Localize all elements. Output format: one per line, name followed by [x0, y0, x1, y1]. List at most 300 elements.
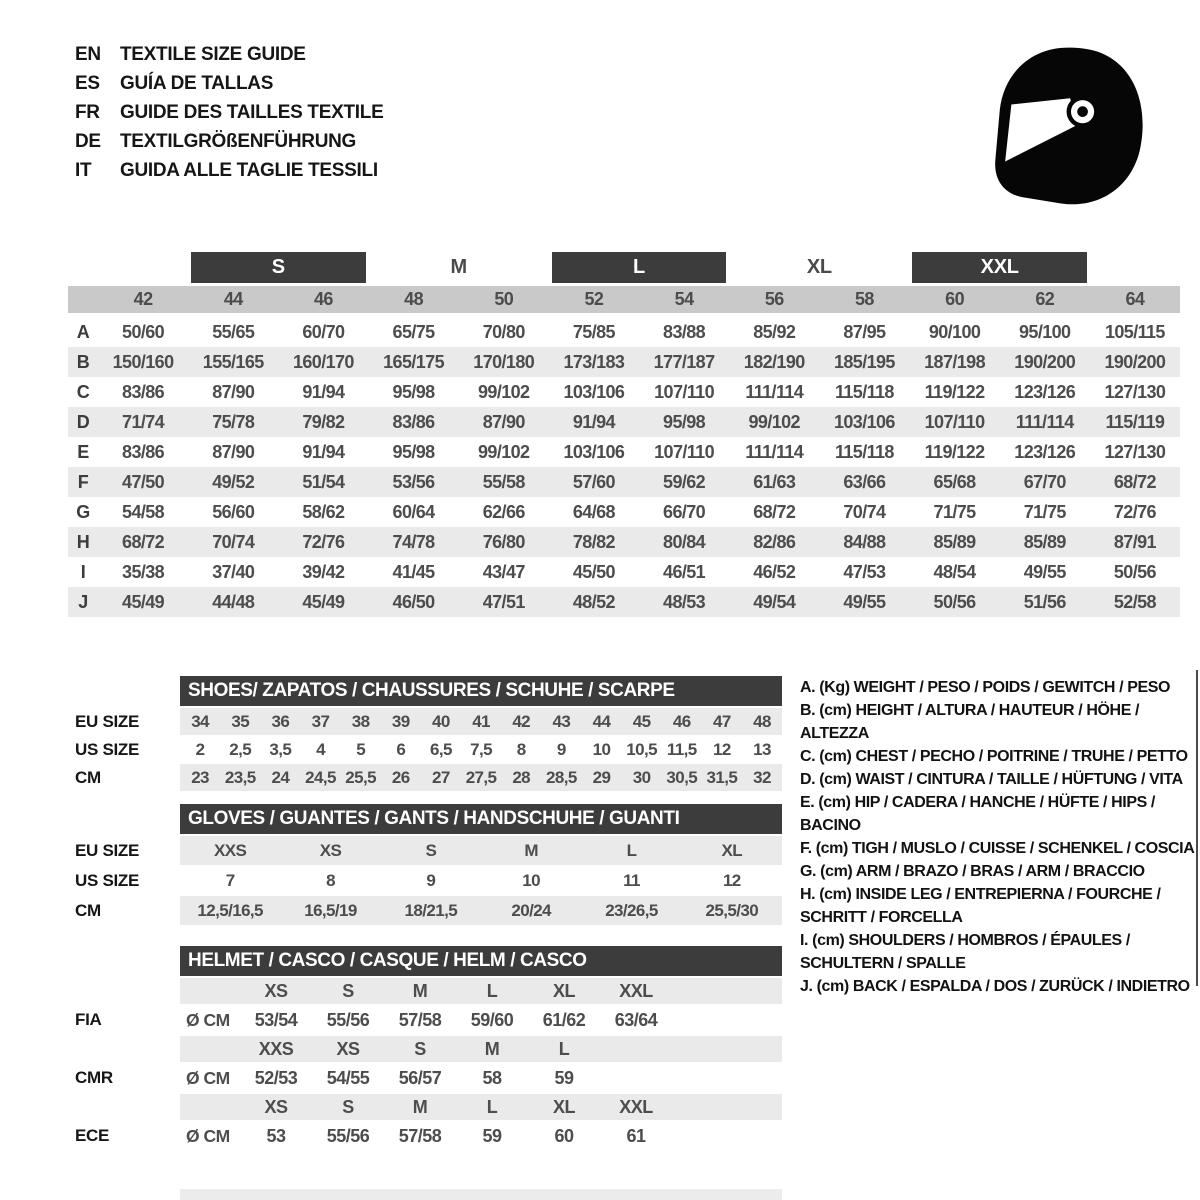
- size-cell: M: [524, 840, 538, 860]
- size-cell: 79/82: [302, 411, 345, 432]
- legend-item: A. (Kg) WEIGHT / PESO / POIDS / GEWITCH / PESO: [800, 679, 1171, 696]
- size-cell: 50/60: [122, 321, 165, 342]
- size-cell: 59: [554, 1067, 574, 1088]
- size-cell: 56/60: [212, 501, 255, 522]
- size-cell: 115/118: [834, 381, 894, 402]
- legend-item: G. (cm) ARM / BRAZO / BRAS / ARM / BRACCIO: [800, 863, 1145, 880]
- size-cell: 119/122: [924, 381, 985, 402]
- size-header: S: [342, 1096, 354, 1117]
- size-cell: 63/66: [843, 471, 886, 492]
- size-cell: 34: [191, 711, 209, 731]
- size-cell: 187/198: [924, 351, 985, 372]
- size-cell: 31,5: [706, 767, 738, 787]
- size-cell: 57/58: [398, 1125, 442, 1146]
- size-band-m: M: [450, 256, 467, 278]
- size-row-i: [68, 557, 1180, 587]
- helmet-size-table: [75, 946, 782, 1152]
- size-cell: 12: [713, 739, 731, 759]
- size-cell: 82/86: [753, 531, 796, 552]
- row-letter: G: [76, 501, 90, 522]
- shoes-row-us-size: [75, 736, 782, 763]
- helmet-table-header: HELMET / CASCO / CASQUE / HELM / CASCO: [180, 946, 782, 976]
- size-cell: 123/126: [1014, 381, 1076, 402]
- size-cell: 91/94: [302, 381, 345, 402]
- size-cell: 90/100: [928, 321, 981, 342]
- row-letter: A: [76, 321, 90, 342]
- size-cell: 47/51: [482, 591, 525, 612]
- size-cell: 43/47: [482, 561, 525, 582]
- guide-title: GUIDE DES TAILLES TEXTILE: [120, 102, 384, 123]
- size-cell: 63/64: [614, 1009, 658, 1030]
- size-cell: 53/54: [254, 1009, 298, 1030]
- size-cell: 42: [512, 711, 531, 731]
- size-row-d: [68, 407, 1180, 437]
- size-cell: 107/110: [654, 441, 714, 462]
- size-cell: XS: [319, 840, 342, 860]
- size-header: XS: [264, 1096, 288, 1117]
- size-cell: 49/54: [753, 591, 796, 612]
- size-cell: 71/74: [122, 411, 165, 432]
- size-cell: 68/72: [122, 531, 165, 552]
- size-cell: 39: [391, 711, 410, 731]
- size-cell: 27: [432, 767, 450, 787]
- legend-item: C. (cm) CHEST / PECHO / POITRINE / TRUHE / PETTO: [800, 748, 1188, 765]
- diameter-unit-label: Ø CM: [186, 1009, 230, 1030]
- size-cell: 155/165: [202, 351, 264, 372]
- size-header: L: [486, 980, 498, 1001]
- size-cell: 16,5/19: [304, 900, 357, 920]
- shoes-size-table: [75, 676, 782, 792]
- gloves-row-us-size: [75, 866, 782, 895]
- size-cell: 2: [195, 739, 205, 759]
- size-cell: 5: [356, 739, 366, 759]
- size-cell: 95/98: [663, 411, 706, 432]
- size-cell: 127/130: [1104, 441, 1166, 462]
- size-band-s: S: [191, 252, 365, 283]
- size-cell: 30: [632, 767, 651, 787]
- size-cell: 87/90: [482, 411, 525, 432]
- size-cell: 70/74: [212, 531, 255, 552]
- size-cell: 190/200: [1104, 351, 1166, 372]
- size-cell: 37: [311, 711, 330, 731]
- size-cell: 59/60: [470, 1009, 514, 1030]
- size-cell: XXS: [214, 840, 247, 860]
- size-cell: 85/89: [1023, 531, 1066, 552]
- row-letter: I: [80, 561, 86, 582]
- shoes-cells: [180, 764, 782, 791]
- size-cell: 26: [391, 767, 410, 787]
- size-cell: 10: [522, 870, 540, 890]
- size-cell: 7: [225, 870, 235, 890]
- row-label: [75, 1036, 180, 1062]
- size-cell: 23,5: [224, 767, 256, 787]
- size-cell: 99/102: [748, 411, 800, 432]
- size-cell: 49/55: [1023, 561, 1066, 582]
- size-cell: 20/24: [511, 900, 551, 920]
- size-cell: L: [626, 840, 637, 860]
- size-cell: 39/42: [302, 561, 345, 582]
- size-cell: 103/106: [833, 411, 895, 432]
- size-cell: 58/62: [302, 501, 345, 522]
- size-cell: 48/52: [572, 591, 615, 612]
- size-cell: 111/114: [745, 441, 804, 462]
- size-cell: 61/62: [542, 1009, 586, 1030]
- size-row-b: [68, 347, 1180, 377]
- size-cell: 115/119: [1105, 411, 1165, 432]
- unit-spacer: [180, 1036, 240, 1062]
- row-label: [75, 1094, 180, 1120]
- size-cell: 52/58: [1113, 591, 1156, 612]
- size-cell: 59: [482, 1125, 502, 1146]
- column-header: 50: [494, 289, 514, 309]
- legend-item: J. (cm) BACK / ESPALDA / DOS / ZURÜCK / INDIETRO: [800, 978, 1190, 995]
- diameter-unit-label: Ø CM: [186, 1067, 230, 1088]
- size-cell: 29: [592, 767, 611, 787]
- size-cell: 40: [432, 711, 450, 731]
- size-cell: 95/100: [1019, 321, 1071, 342]
- size-row-e: [68, 437, 1180, 467]
- size-cell: 2,5: [229, 739, 252, 759]
- size-cell: 99/102: [478, 441, 530, 462]
- size-cell: 9: [556, 739, 566, 759]
- size-cell: 75/85: [572, 321, 615, 342]
- size-cell: 57/58: [398, 1009, 442, 1030]
- size-header: S: [414, 1038, 426, 1059]
- column-header: 64: [1125, 289, 1145, 309]
- size-cell: 46/50: [392, 591, 435, 612]
- size-cell: 185/195: [833, 351, 895, 372]
- size-cell: 41: [472, 711, 490, 731]
- size-cell: 190/200: [1014, 351, 1076, 372]
- language-code: FR: [75, 102, 100, 123]
- size-cell: 177/187: [653, 351, 715, 372]
- size-cell: 66/70: [663, 501, 706, 522]
- row-label: EU SIZE: [75, 711, 140, 731]
- size-cell: 8: [326, 870, 335, 890]
- size-cell: 50/56: [1113, 561, 1156, 582]
- row-letter: F: [77, 471, 89, 492]
- size-header: XS: [264, 980, 288, 1001]
- size-cell: 44/48: [212, 591, 255, 612]
- size-cell: 75/78: [212, 411, 255, 432]
- size-cell: 58: [482, 1067, 502, 1088]
- size-cell: 47/53: [843, 561, 886, 582]
- size-header: L: [558, 1038, 570, 1059]
- standard-label: ECE: [75, 1126, 110, 1145]
- size-cell: 18/21,5: [404, 900, 458, 920]
- row-label: EU SIZE: [75, 840, 140, 860]
- size-header: L: [486, 1096, 498, 1117]
- size-cell: 56/57: [398, 1067, 442, 1088]
- size-cell: 71/75: [1023, 501, 1066, 522]
- size-cell: 43: [552, 711, 571, 731]
- size-cell: 45/49: [302, 591, 345, 612]
- column-header: 56: [764, 289, 784, 309]
- size-cell: 103/106: [563, 441, 625, 462]
- size-cell: 55/65: [212, 321, 255, 342]
- gloves-table-header: GLOVES / GUANTES / GANTS / HANDSCHUHE / GUANTI: [180, 804, 782, 834]
- size-cell: 84/88: [843, 531, 886, 552]
- size-band-l: L: [552, 252, 726, 283]
- size-header: XL: [552, 980, 575, 1001]
- size-cell: 28,5: [545, 767, 577, 787]
- size-cell: 53: [266, 1125, 286, 1146]
- size-cell: 91/94: [302, 441, 345, 462]
- gloves-row-eu-size: [75, 836, 782, 865]
- size-row-f: [68, 467, 1180, 497]
- size-cell: 59/62: [663, 471, 706, 492]
- legend-item: D. (cm) WAIST / CINTURA / TAILLE / HÜFTUNG / VITA: [800, 771, 1183, 788]
- size-cell: 3,5: [269, 739, 292, 759]
- size-cell: 9: [426, 870, 436, 890]
- size-cell: 51/56: [1023, 591, 1066, 612]
- size-cell: 83/86: [122, 441, 165, 462]
- legend-item: H. (cm) INSIDE LEG / ENTREPIERNA / FOURCHE / SCHRITT / FORCELLA: [800, 886, 1161, 926]
- size-cell: 182/190: [743, 351, 805, 372]
- helmet-values-row-cmr: [75, 1064, 782, 1092]
- size-cell: S: [425, 840, 437, 860]
- gloves-cells: [180, 866, 782, 895]
- gloves-cells: [180, 836, 782, 865]
- size-cell: 83/86: [122, 381, 165, 402]
- row-label: [75, 978, 180, 1004]
- column-header: 54: [674, 289, 694, 309]
- size-cell: 67/70: [1023, 471, 1066, 492]
- row-letter: B: [76, 351, 90, 372]
- size-cell: 74/78: [392, 531, 435, 552]
- size-cell: 46/52: [753, 561, 796, 582]
- guide-title: GUIDA ALLE TAGLIE TESSILI: [120, 160, 378, 181]
- size-cell: 52/53: [254, 1067, 298, 1088]
- row-letter: D: [76, 411, 90, 432]
- size-cell: 45: [632, 711, 651, 731]
- size-cell: 23/26,5: [605, 900, 658, 920]
- shoes-row-cm: [75, 764, 782, 791]
- size-cell: 95/98: [392, 441, 435, 462]
- column-header: 48: [404, 289, 423, 309]
- row-label: CM: [75, 767, 101, 787]
- helmet-sizes-row-ece: [75, 1094, 782, 1120]
- size-cell: 107/110: [924, 411, 985, 432]
- size-cell: 35: [231, 711, 250, 731]
- size-cell: 49/52: [212, 471, 255, 492]
- size-cell: 64/68: [572, 501, 615, 522]
- helmet-values: [180, 1006, 782, 1034]
- gloves-row-cm: [75, 896, 782, 925]
- size-cell: 47/50: [122, 471, 165, 492]
- column-header: 62: [1035, 289, 1055, 309]
- gloves-cells: [180, 896, 782, 925]
- size-cell: 62/66: [482, 501, 525, 522]
- size-row-a: [68, 317, 1180, 347]
- size-cell: 107/110: [654, 381, 714, 402]
- size-cell: 53/56: [392, 471, 435, 492]
- language-row: [75, 156, 383, 185]
- size-cell: 111/114: [1015, 411, 1074, 432]
- size-cell: 4: [316, 739, 325, 759]
- column-header: 58: [854, 289, 874, 309]
- size-band-xxl: XXL: [912, 252, 1086, 283]
- column-header-row: [68, 286, 1180, 313]
- size-cell: 119/122: [924, 441, 985, 462]
- guide-title: TEXTILE SIZE GUIDE: [120, 44, 306, 65]
- language-code: ES: [75, 73, 100, 94]
- size-row-c: [68, 377, 1180, 407]
- size-band-row: [68, 252, 1180, 283]
- size-cell: 76/80: [482, 531, 525, 552]
- size-cell: 30,5: [666, 767, 698, 787]
- language-row: [75, 40, 383, 69]
- shoes-cells: [180, 736, 782, 763]
- size-cell: 35/38: [122, 561, 165, 582]
- size-cell: 70/74: [843, 501, 886, 522]
- size-cell: 55/58: [482, 471, 525, 492]
- size-cell: 72/76: [302, 531, 345, 552]
- helmet-values: [180, 1064, 782, 1092]
- size-cell: 23: [191, 767, 209, 787]
- size-header: XXL: [619, 1096, 653, 1117]
- helmet-values-row-fia: [75, 1006, 782, 1034]
- size-cell: 87/95: [843, 321, 886, 342]
- size-cell: 45/50: [572, 561, 615, 582]
- size-cell: 150/160: [112, 351, 174, 372]
- size-header: S: [342, 980, 354, 1001]
- size-cell: 115/118: [834, 441, 894, 462]
- size-cell: 12,5/16,5: [197, 900, 263, 920]
- column-header: 44: [223, 289, 243, 309]
- size-cell: 91/94: [572, 411, 615, 432]
- row-label: CM: [75, 900, 101, 920]
- size-cell: 160/170: [292, 351, 354, 372]
- size-cell: 68/72: [753, 501, 796, 522]
- size-cell: 8: [516, 739, 526, 759]
- size-cell: 48/53: [663, 591, 706, 612]
- size-header: XXL: [619, 980, 653, 1001]
- size-cell: 55/56: [326, 1009, 370, 1030]
- size-header: XXS: [258, 1038, 294, 1059]
- size-row-j: [68, 587, 1180, 617]
- size-cell: 65/68: [933, 471, 976, 492]
- shoes-table-header: SHOES/ ZAPATOS / CHAUSSURES / SCHUHE / SCARPE: [180, 676, 782, 706]
- textile-size-table: [68, 252, 1180, 617]
- size-band-xl: XL: [806, 256, 832, 278]
- size-cell: 25,5: [345, 767, 376, 787]
- size-cell: 54/55: [326, 1067, 370, 1088]
- guide-title: TEXTILGRÖßENFÜHRUNG: [120, 131, 357, 152]
- shoes-row-eu-size: [75, 708, 782, 735]
- language-code: EN: [75, 44, 101, 65]
- size-cell: 24: [271, 767, 290, 787]
- helmet-sizes-row-fia: [75, 978, 782, 1004]
- guide-title: GUÍA DE TALLAS: [120, 73, 274, 94]
- size-cell: 87/90: [212, 381, 255, 402]
- size-cell: 60/64: [392, 501, 435, 522]
- size-cell: 38: [351, 711, 370, 731]
- size-cell: 83/88: [663, 321, 706, 342]
- size-cell: 11,5: [666, 739, 697, 759]
- size-cell: 55/56: [326, 1125, 370, 1146]
- size-cell: 46/51: [663, 561, 706, 582]
- size-cell: 71/75: [933, 501, 976, 522]
- corner-cell: [68, 286, 98, 313]
- size-cell: 6,5: [429, 739, 452, 759]
- helmet-sizes-row-cmr: [75, 1036, 782, 1062]
- size-cell: 85/89: [933, 531, 976, 552]
- helmet-size-headers: [180, 1036, 782, 1062]
- helmet-size-headers: [180, 1094, 782, 1120]
- size-cell: 87/90: [212, 441, 255, 462]
- size-header: M: [484, 1038, 500, 1059]
- size-cell: 10,5: [626, 739, 657, 759]
- size-cell: 27,5: [465, 767, 497, 787]
- legend-item: B. (cm) HEIGHT / ALTURA / HAUTEUR / HÖHE / ALTEZZA: [800, 702, 1140, 742]
- helmet-size-headers: [180, 978, 782, 1004]
- size-cell: 103/106: [563, 381, 625, 402]
- size-cell: 50/56: [933, 591, 976, 612]
- size-cell: 70/80: [482, 321, 525, 342]
- size-cell: 36: [271, 711, 290, 731]
- language-row: [75, 69, 383, 98]
- size-cell: 60: [554, 1125, 574, 1146]
- size-cell: 61: [626, 1125, 646, 1146]
- size-cell: 72/76: [1113, 501, 1156, 522]
- size-cell: 12: [722, 870, 741, 890]
- size-cell: 28: [512, 767, 531, 787]
- unit-spacer: [180, 1094, 240, 1120]
- column-header: 42: [133, 289, 153, 309]
- size-cell: 51/54: [302, 471, 345, 492]
- size-cell: 6: [396, 739, 406, 759]
- right-edge-rule: [1196, 670, 1198, 986]
- size-cell: 25,5/30: [705, 900, 759, 920]
- size-cell: 45/49: [122, 591, 165, 612]
- row-letter: J: [78, 591, 88, 612]
- unit-spacer: [180, 978, 240, 1004]
- size-cell: 37/40: [212, 561, 255, 582]
- row-letter: E: [77, 441, 89, 462]
- size-header: M: [412, 1096, 428, 1117]
- size-cell: 44: [592, 711, 611, 731]
- legend-item: I. (cm) SHOULDERS / HOMBROS / ÉPAULES / SCHULTERN / SPALLE: [800, 932, 1130, 972]
- size-cell: 60/70: [302, 321, 345, 342]
- size-cell: 105/115: [1104, 321, 1165, 342]
- legend-item: E. (cm) HIP / CADERA / HANCHE / HÜFTE / HIPS / BACINO: [800, 794, 1155, 834]
- size-cell: 127/130: [1104, 381, 1166, 402]
- size-header: M: [412, 980, 428, 1001]
- size-cell: 47: [713, 711, 731, 731]
- size-cell: 123/126: [1014, 441, 1076, 462]
- helmet-values: [180, 1122, 782, 1150]
- size-header: XS: [336, 1038, 360, 1059]
- size-cell: 10: [592, 739, 611, 759]
- size-cell: 11: [623, 870, 640, 890]
- row-letter: C: [76, 381, 90, 402]
- language-title-list: [75, 40, 383, 185]
- standard-label: FIA: [75, 1010, 102, 1029]
- size-cell: 83/86: [392, 411, 435, 432]
- size-cell: 7,5: [470, 739, 492, 759]
- language-code: DE: [75, 131, 101, 152]
- size-header: XL: [552, 1096, 575, 1117]
- size-cell: XL: [721, 840, 743, 860]
- size-cell: 46: [672, 711, 691, 731]
- size-cell: 41/45: [392, 561, 435, 582]
- size-cell: 111/114: [745, 381, 804, 402]
- language-row: [75, 127, 383, 156]
- size-cell: 48/54: [933, 561, 976, 582]
- size-cell: 24,5: [305, 767, 336, 787]
- row-letter: H: [76, 531, 90, 552]
